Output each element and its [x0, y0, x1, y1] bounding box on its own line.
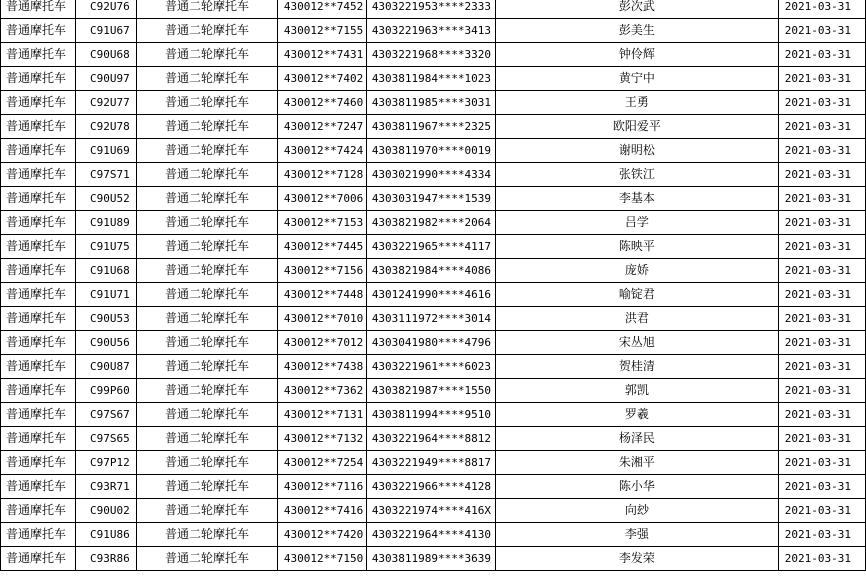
license-no-cell: 430012**7416: [277, 499, 366, 523]
license-no-cell: 430012**7254: [277, 451, 366, 475]
date-cell: 2021-03-31: [778, 355, 865, 379]
table-row: [1, 523, 866, 547]
table-row: [1, 19, 866, 43]
file-code-cell: C93R71: [75, 475, 136, 499]
vehicle-type-cell: 普通摩托车: [1, 259, 76, 283]
id-number-cell: 4303811984****1023: [366, 67, 495, 91]
date-cell: 2021-03-31: [778, 307, 865, 331]
holder-name-cell: 洪君: [495, 307, 778, 331]
permit-type-cell: 普通二轮摩托车: [136, 43, 277, 67]
vehicle-type-cell: 普通摩托车: [1, 427, 76, 451]
file-code-cell: C91U75: [75, 235, 136, 259]
permit-type-cell: 普通二轮摩托车: [136, 259, 277, 283]
id-number-cell: 4303111972****3014: [366, 307, 495, 331]
holder-name-cell: 李基本: [495, 187, 778, 211]
vehicle-type-cell: 普通摩托车: [1, 115, 76, 139]
date-cell: 2021-03-31: [778, 0, 865, 19]
vehicle-type-cell: 普通摩托车: [1, 499, 76, 523]
file-code-cell: C92U77: [75, 91, 136, 115]
holder-name-cell: 李发荣: [495, 547, 778, 571]
vehicle-type-cell: 普通摩托车: [1, 475, 76, 499]
license-no-cell: 430012**7247: [277, 115, 366, 139]
permit-type-cell: 普通二轮摩托车: [136, 115, 277, 139]
license-no-cell: 430012**7420: [277, 523, 366, 547]
id-number-cell: 4303221963****3413: [366, 19, 495, 43]
id-number-cell: 4303221961****6023: [366, 355, 495, 379]
id-number-cell: 4303031947****1539: [366, 187, 495, 211]
date-cell: 2021-03-31: [778, 19, 865, 43]
date-cell: 2021-03-31: [778, 331, 865, 355]
permit-type-cell: 普通二轮摩托车: [136, 475, 277, 499]
id-number-cell: 4303811985****3031: [366, 91, 495, 115]
file-code-cell: C90U53: [75, 307, 136, 331]
permit-type-cell: 普通二轮摩托车: [136, 283, 277, 307]
date-cell: 2021-03-31: [778, 187, 865, 211]
table-row: [1, 307, 866, 331]
holder-name-cell: 谢明松: [495, 139, 778, 163]
date-cell: 2021-03-31: [778, 139, 865, 163]
file-code-cell: C93R86: [75, 547, 136, 571]
holder-name-cell: 宋丛旭: [495, 331, 778, 355]
permit-type-cell: 普通二轮摩托车: [136, 91, 277, 115]
id-number-cell: 4303221965****4117: [366, 235, 495, 259]
holder-name-cell: 陈小华: [495, 475, 778, 499]
permit-type-cell: 普通二轮摩托车: [136, 379, 277, 403]
license-no-cell: 430012**7438: [277, 355, 366, 379]
file-code-cell: C97P12: [75, 451, 136, 475]
id-number-cell: 4303811989****3639: [366, 547, 495, 571]
license-no-cell: 430012**7006: [277, 187, 366, 211]
vehicle-type-cell: 普通摩托车: [1, 187, 76, 211]
id-number-cell: 4303221974****416X: [366, 499, 495, 523]
vehicle-type-cell: 普通摩托车: [1, 307, 76, 331]
id-number-cell: 4303221953****2333: [366, 0, 495, 19]
id-number-cell: 4303221968****3320: [366, 43, 495, 67]
file-code-cell: C90U56: [75, 331, 136, 355]
table-row: [1, 427, 866, 451]
holder-name-cell: 向玅: [495, 499, 778, 523]
table-row: [1, 283, 866, 307]
permit-type-cell: 普通二轮摩托车: [136, 547, 277, 571]
id-number-cell: 4303811967****2325: [366, 115, 495, 139]
table-row: [1, 43, 866, 67]
file-code-cell: C90U87: [75, 355, 136, 379]
license-no-cell: 430012**7460: [277, 91, 366, 115]
license-no-cell: 430012**7150: [277, 547, 366, 571]
file-code-cell: C92U76: [75, 0, 136, 19]
vehicle-type-cell: 普通摩托车: [1, 403, 76, 427]
holder-name-cell: 陈映平: [495, 235, 778, 259]
table-row: [1, 475, 866, 499]
holder-name-cell: 钟伶辉: [495, 43, 778, 67]
file-code-cell: C91U89: [75, 211, 136, 235]
date-cell: 2021-03-31: [778, 67, 865, 91]
permit-type-cell: 普通二轮摩托车: [136, 523, 277, 547]
vehicle-type-cell: 普通摩托车: [1, 451, 76, 475]
vehicle-type-cell: 普通摩托车: [1, 139, 76, 163]
table-row: [1, 115, 866, 139]
table-row: [1, 187, 866, 211]
id-number-cell: 4303811970****0019: [366, 139, 495, 163]
date-cell: 2021-03-31: [778, 91, 865, 115]
table-row: [1, 163, 866, 187]
id-number-cell: 4303021990****4334: [366, 163, 495, 187]
permit-type-cell: 普通二轮摩托车: [136, 163, 277, 187]
id-number-cell: 4303811994****9510: [366, 403, 495, 427]
permit-type-cell: 普通二轮摩托车: [136, 67, 277, 91]
id-number-cell: 4301241990****4616: [366, 283, 495, 307]
license-no-cell: 430012**7116: [277, 475, 366, 499]
id-number-cell: 4303821982****2064: [366, 211, 495, 235]
permit-type-cell: 普通二轮摩托车: [136, 139, 277, 163]
license-no-cell: 430012**7131: [277, 403, 366, 427]
file-code-cell: C90U52: [75, 187, 136, 211]
date-cell: 2021-03-31: [778, 403, 865, 427]
table-row: [1, 235, 866, 259]
date-cell: 2021-03-31: [778, 235, 865, 259]
id-number-cell: 4303041980****4796: [366, 331, 495, 355]
id-number-cell: 4303221964****4130: [366, 523, 495, 547]
license-no-cell: 430012**7431: [277, 43, 366, 67]
id-number-cell: 4303221964****8812: [366, 427, 495, 451]
permit-type-cell: 普通二轮摩托车: [136, 0, 277, 19]
holder-name-cell: 张铁江: [495, 163, 778, 187]
permit-type-cell: 普通二轮摩托车: [136, 403, 277, 427]
date-cell: 2021-03-31: [778, 523, 865, 547]
holder-name-cell: 彭美生: [495, 19, 778, 43]
license-no-cell: 430012**7445: [277, 235, 366, 259]
table-row: [1, 355, 866, 379]
file-code-cell: C97S65: [75, 427, 136, 451]
date-cell: 2021-03-31: [778, 259, 865, 283]
date-cell: 2021-03-31: [778, 163, 865, 187]
license-no-cell: 430012**7452: [277, 0, 366, 19]
permit-type-cell: 普通二轮摩托车: [136, 307, 277, 331]
license-no-cell: 430012**7424: [277, 139, 366, 163]
holder-name-cell: 庞娇: [495, 259, 778, 283]
date-cell: 2021-03-31: [778, 451, 865, 475]
vehicle-type-cell: 普通摩托车: [1, 235, 76, 259]
table-row: [1, 139, 866, 163]
date-cell: 2021-03-31: [778, 427, 865, 451]
id-number-cell: 4303221949****8817: [366, 451, 495, 475]
vehicle-type-cell: 普通摩托车: [1, 19, 76, 43]
vehicle-type-cell: 普通摩托车: [1, 91, 76, 115]
file-code-cell: C92U78: [75, 115, 136, 139]
license-no-cell: 430012**7402: [277, 67, 366, 91]
id-number-cell: 4303821987****1550: [366, 379, 495, 403]
holder-name-cell: 郭凯: [495, 379, 778, 403]
date-cell: 2021-03-31: [778, 211, 865, 235]
table-row: [1, 331, 866, 355]
table-row: [1, 0, 866, 19]
file-code-cell: C91U71: [75, 283, 136, 307]
table-row: [1, 67, 866, 91]
vehicle-type-cell: 普通摩托车: [1, 523, 76, 547]
permit-type-cell: 普通二轮摩托车: [136, 235, 277, 259]
vehicle-type-cell: 普通摩托车: [1, 67, 76, 91]
vehicle-type-cell: 普通摩托车: [1, 0, 76, 19]
vehicle-type-cell: 普通摩托车: [1, 547, 76, 571]
table-row: [1, 547, 866, 571]
permit-type-cell: 普通二轮摩托车: [136, 211, 277, 235]
table-row: [1, 403, 866, 427]
holder-name-cell: 贺桂清: [495, 355, 778, 379]
file-code-cell: C90U68: [75, 43, 136, 67]
holder-name-cell: 杨泽民: [495, 427, 778, 451]
holder-name-cell: 王勇: [495, 91, 778, 115]
table-row: [1, 211, 866, 235]
file-code-cell: C90U97: [75, 67, 136, 91]
table-body: [1, 0, 866, 571]
file-code-cell: C99P60: [75, 379, 136, 403]
file-code-cell: C91U69: [75, 139, 136, 163]
date-cell: 2021-03-31: [778, 547, 865, 571]
holder-name-cell: 罗羲: [495, 403, 778, 427]
vehicle-type-cell: 普通摩托车: [1, 163, 76, 187]
vehicle-type-cell: 普通摩托车: [1, 379, 76, 403]
table-row: [1, 451, 866, 475]
date-cell: 2021-03-31: [778, 115, 865, 139]
holder-name-cell: 彭次武: [495, 0, 778, 19]
holder-name-cell: 黄宁中: [495, 67, 778, 91]
license-no-cell: 430012**7010: [277, 307, 366, 331]
permit-type-cell: 普通二轮摩托车: [136, 355, 277, 379]
holder-name-cell: 吕学: [495, 211, 778, 235]
holder-name-cell: 欧阳爱平: [495, 115, 778, 139]
table-row: [1, 91, 866, 115]
vehicle-type-cell: 普通摩托车: [1, 355, 76, 379]
permit-type-cell: 普通二轮摩托车: [136, 499, 277, 523]
date-cell: 2021-03-31: [778, 283, 865, 307]
id-number-cell: 4303821984****4086: [366, 259, 495, 283]
license-no-cell: 430012**7156: [277, 259, 366, 283]
file-code-cell: C97S71: [75, 163, 136, 187]
holder-name-cell: 喻锭君: [495, 283, 778, 307]
file-code-cell: C97S67: [75, 403, 136, 427]
id-number-cell: 4303221966****4128: [366, 475, 495, 499]
license-no-cell: 430012**7012: [277, 331, 366, 355]
license-no-cell: 430012**7448: [277, 283, 366, 307]
permit-type-cell: 普通二轮摩托车: [136, 331, 277, 355]
vehicle-type-cell: 普通摩托车: [1, 43, 76, 67]
holder-name-cell: 朱湘平: [495, 451, 778, 475]
permit-type-cell: 普通二轮摩托车: [136, 427, 277, 451]
permit-type-cell: 普通二轮摩托车: [136, 187, 277, 211]
holder-name-cell: 李强: [495, 523, 778, 547]
license-no-cell: 430012**7153: [277, 211, 366, 235]
table-row: [1, 499, 866, 523]
table-row: [1, 259, 866, 283]
permit-type-cell: 普通二轮摩托车: [136, 19, 277, 43]
vehicle-type-cell: 普通摩托车: [1, 211, 76, 235]
file-code-cell: C91U67: [75, 19, 136, 43]
date-cell: 2021-03-31: [778, 379, 865, 403]
date-cell: 2021-03-31: [778, 499, 865, 523]
file-code-cell: C91U86: [75, 523, 136, 547]
file-code-cell: C91U68: [75, 259, 136, 283]
table-row: [1, 379, 866, 403]
license-no-cell: 430012**7128: [277, 163, 366, 187]
license-no-cell: 430012**7362: [277, 379, 366, 403]
date-cell: 2021-03-31: [778, 43, 865, 67]
permit-type-cell: 普通二轮摩托车: [136, 451, 277, 475]
license-no-cell: 430012**7155: [277, 19, 366, 43]
date-cell: 2021-03-31: [778, 475, 865, 499]
file-code-cell: C90U02: [75, 499, 136, 523]
vehicle-type-cell: 普通摩托车: [1, 283, 76, 307]
license-no-cell: 430012**7132: [277, 427, 366, 451]
vehicle-type-cell: 普通摩托车: [1, 331, 76, 355]
